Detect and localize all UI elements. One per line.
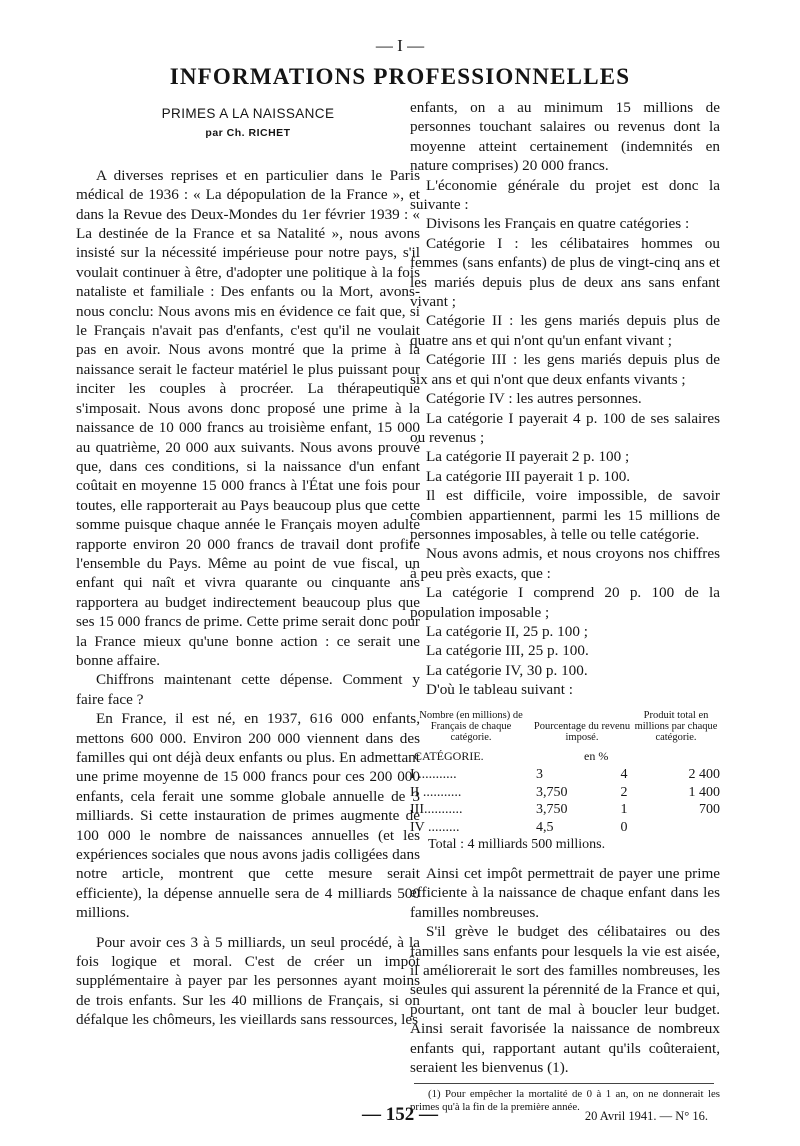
table-cell-category: I ........... [410, 767, 457, 782]
table-total: Total : 4 milliards 500 millions. [428, 837, 606, 852]
table-cell-product: 700 [699, 802, 720, 817]
paragraph: La catégorie I comprend 20 p. 100 de la population imposable ; [410, 584, 720, 621]
table-cell-percent: 4 [620, 767, 628, 782]
table-cell-product: 2 400 [688, 767, 720, 782]
article-author: par Ch. RICHET [205, 127, 291, 140]
paragraph: La catégorie IV, 30 p. 100. [426, 661, 588, 679]
table-category-label: CATÉGORIE. [414, 748, 484, 763]
article-title-block [76, 104, 420, 144]
table-row [410, 766, 720, 784]
section-title: INFORMATIONS PROFESSIONNELLES [169, 64, 631, 89]
tax-table [410, 710, 720, 854]
table-row [410, 801, 720, 819]
paragraph: La catégorie II, 25 p. 100 ; [426, 622, 588, 640]
table-header-product: Produit total en millions par chaque catégorie. [634, 709, 718, 743]
table-cell-category: IV ......... [410, 819, 460, 835]
table-header [410, 710, 720, 743]
table-cell-product: 1 400 [688, 784, 720, 800]
paragraph: Catégorie I : les célibataires hommes ou femmes (sans enfants) de plus de vingt-cinq ans et les mariés depuis plus de deux ans sans enfant vivant ; [410, 234, 720, 311]
paragraph: A diverses reprises et en particulier dans le Paris médical de 1936 : « La dépopulation de la France », et dans la Revue des Deux-Mondes du 1er février 1939 : « La destinée de la France et sa Natalité », nous avons insisté sur la nécessité impérieuse pour notre pays, s'il voulait continuer à être, d'adopter une politique à la fois nataliste et familiale : Des enfants ou la Mort, avons-nous conclu: Nous avons mis en évidence ce fait que, si le Français n'avait pas d'enfants, c'est qu'il ne voulait pas en avoir. Nous avons montré que la prime à la naissance serait le facteur matériel le plus puissant pour inciter les couples à procréer. La thérapeutique s'imposait. Nous avons donc proposé une prime à la naissance de 10 000 francs au troisième enfant, 15 000 au quatrième, 20 000 aux suivants. Nous avons prouvé que, dans ces conditions, si la naissance d'un enfant coûtait en moyenne 15 000 francs à l'État une fois pour toutes, elle rapporterait au Pays beaucoup plus que cette somme puisque chaque année le Français moyen adulte rapporte environ 20 000 francs de travail dont profite l'ensemble du Pays. Même au point de vue fiscal, un enfant qui naît et vivra quarante ou cinquante ans rapportera au budget indirectement beaucoup plus que ses 15 000 francs de prime. Cette prime serait donc pour la France mieux qu'une bonne action : ce serait une bonne affaire. [76, 166, 420, 669]
paragraph: Catégorie II : les gens mariés depuis plus de quatre ans et qui n'ont qu'un enfant vivant ; [410, 312, 720, 349]
paragraph: Chiffrons maintenant cette dépense. Comment y faire face ? [76, 671, 420, 708]
table-cell-category: II ........... [410, 784, 462, 800]
paragraph: Nous avons admis, et nous croyons nos chiffres à peu près exacts, que : [410, 545, 720, 582]
right-column [410, 98, 720, 1114]
paragraph: Pour avoir ces 3 à 5 milliards, un seul procédé, à la fois logique et moral. C'est de créer un impôt supplémentaire à payer par les personnes ayant moins de trois enfants. Sur les 40 millions de Français, si on défalque les chômeurs, les vieillards sans ressources, les [76, 933, 420, 1029]
table-cell-percent: 2 [620, 784, 628, 800]
footnote: (1) Pour empêcher la mortalité de 0 à 1 an, on ne donnerait les primes qu'à la fin de la première année. [410, 1088, 720, 1114]
paragraph: Catégorie IV : les autres personnes. [426, 390, 642, 408]
table-cell-count: 3,750 [536, 784, 568, 800]
paragraph: La catégorie II payerait 2 p. 100 ; [426, 448, 630, 466]
footnote-divider [414, 1083, 714, 1084]
article-title: PRIMES A LA NAISSANCE [161, 106, 335, 121]
table-header-percent: Pourcentage du revenu imposé. [533, 720, 631, 743]
paragraph: En France, il est né, en 1937, 616 000 enfants, mettons 600 000. Environ 200 000 viennent dans des familles qui ont déjà deux enfants ou plus. En admettant une prime moyenne de 15 000 francs pour ces 200 000 enfants, cela ferait une somme globale annuelle de 3 milliards. Si cette instauration de primes augmente de 100 000 le nombre de naissances annuelles (et les expériences sociales que nous avons jadis colligées dans notre article, montrent que cette mesure serait efficiente), la dépense annuelle sera de 4 milliards 500 millions. [76, 710, 420, 922]
table-cell-percent: 1 [620, 802, 628, 817]
paragraph: S'il grève le budget des célibataires ou des familles sans enfants pour lesquels la vie est aisée, il améliorerait le sort des familles nombreuses, les seules qui assurent la pérennité de la France et qui, pourtant, ont tant de mal à boucler leur budget. Ainsi serait favorisée la naissance de nombreux enfants qui, rapportant autant qu'ils coûteraient, seraient les bienvenus (1). [410, 923, 720, 1077]
table-subheader [410, 747, 720, 766]
table-row [410, 819, 720, 837]
paragraph: La catégorie III, 25 p. 100. [426, 642, 589, 660]
paragraph: Catégorie III : les gens mariés depuis plus de six ans et qui n'ont que deux enfants vivants ; [410, 351, 720, 388]
table-cell-count: 3,750 [536, 802, 568, 817]
paragraph: Divisons les Français en quatre catégories : [426, 215, 690, 233]
paragraph: Il est difficile, voire impossible, de savoir combien appartiennent, parmi les 15 millions de personnes imposables, à telle ou telle catégorie. [410, 487, 720, 543]
table-cell-count: 3 [536, 767, 543, 782]
page-number: — 152 — [362, 1104, 438, 1125]
table-cell-count: 4,5 [536, 819, 554, 835]
table-header-count: Nombre (en millions) de Français de chaque catégorie. [419, 709, 523, 743]
page-mark: — I — [375, 36, 425, 55]
issue-date: 20 Avril 1941. — N° 16. [584, 1109, 708, 1123]
paragraph: enfants, on a au minimum 15 millions de personnes touchant salaires ou revenus dont la moyenne atteint certainement (indemnités en nature comprises) 20 000 francs. [410, 99, 720, 175]
paragraph: La catégorie I payerait 4 p. 100 de ses salaires ou revenus ; [410, 409, 720, 446]
paragraph: D'où le tableau suivant : [426, 681, 573, 699]
table-cell-percent: 0 [620, 819, 628, 835]
table-cell-category: III........... [410, 802, 463, 817]
table-unit-label: en % [584, 748, 609, 763]
paragraph: La catégorie III payerait 1 p. 100. [426, 467, 631, 485]
table-row [410, 784, 720, 802]
left-column [76, 104, 420, 1030]
table-cell-product [652, 819, 720, 837]
paragraph: L'économie générale du projet est donc la suivante : [410, 176, 720, 214]
paragraph: Ainsi cet impôt permettrait de payer une prime efficiente à la naissance de chaque enfant dans les familles nombreuses. [410, 865, 720, 921]
